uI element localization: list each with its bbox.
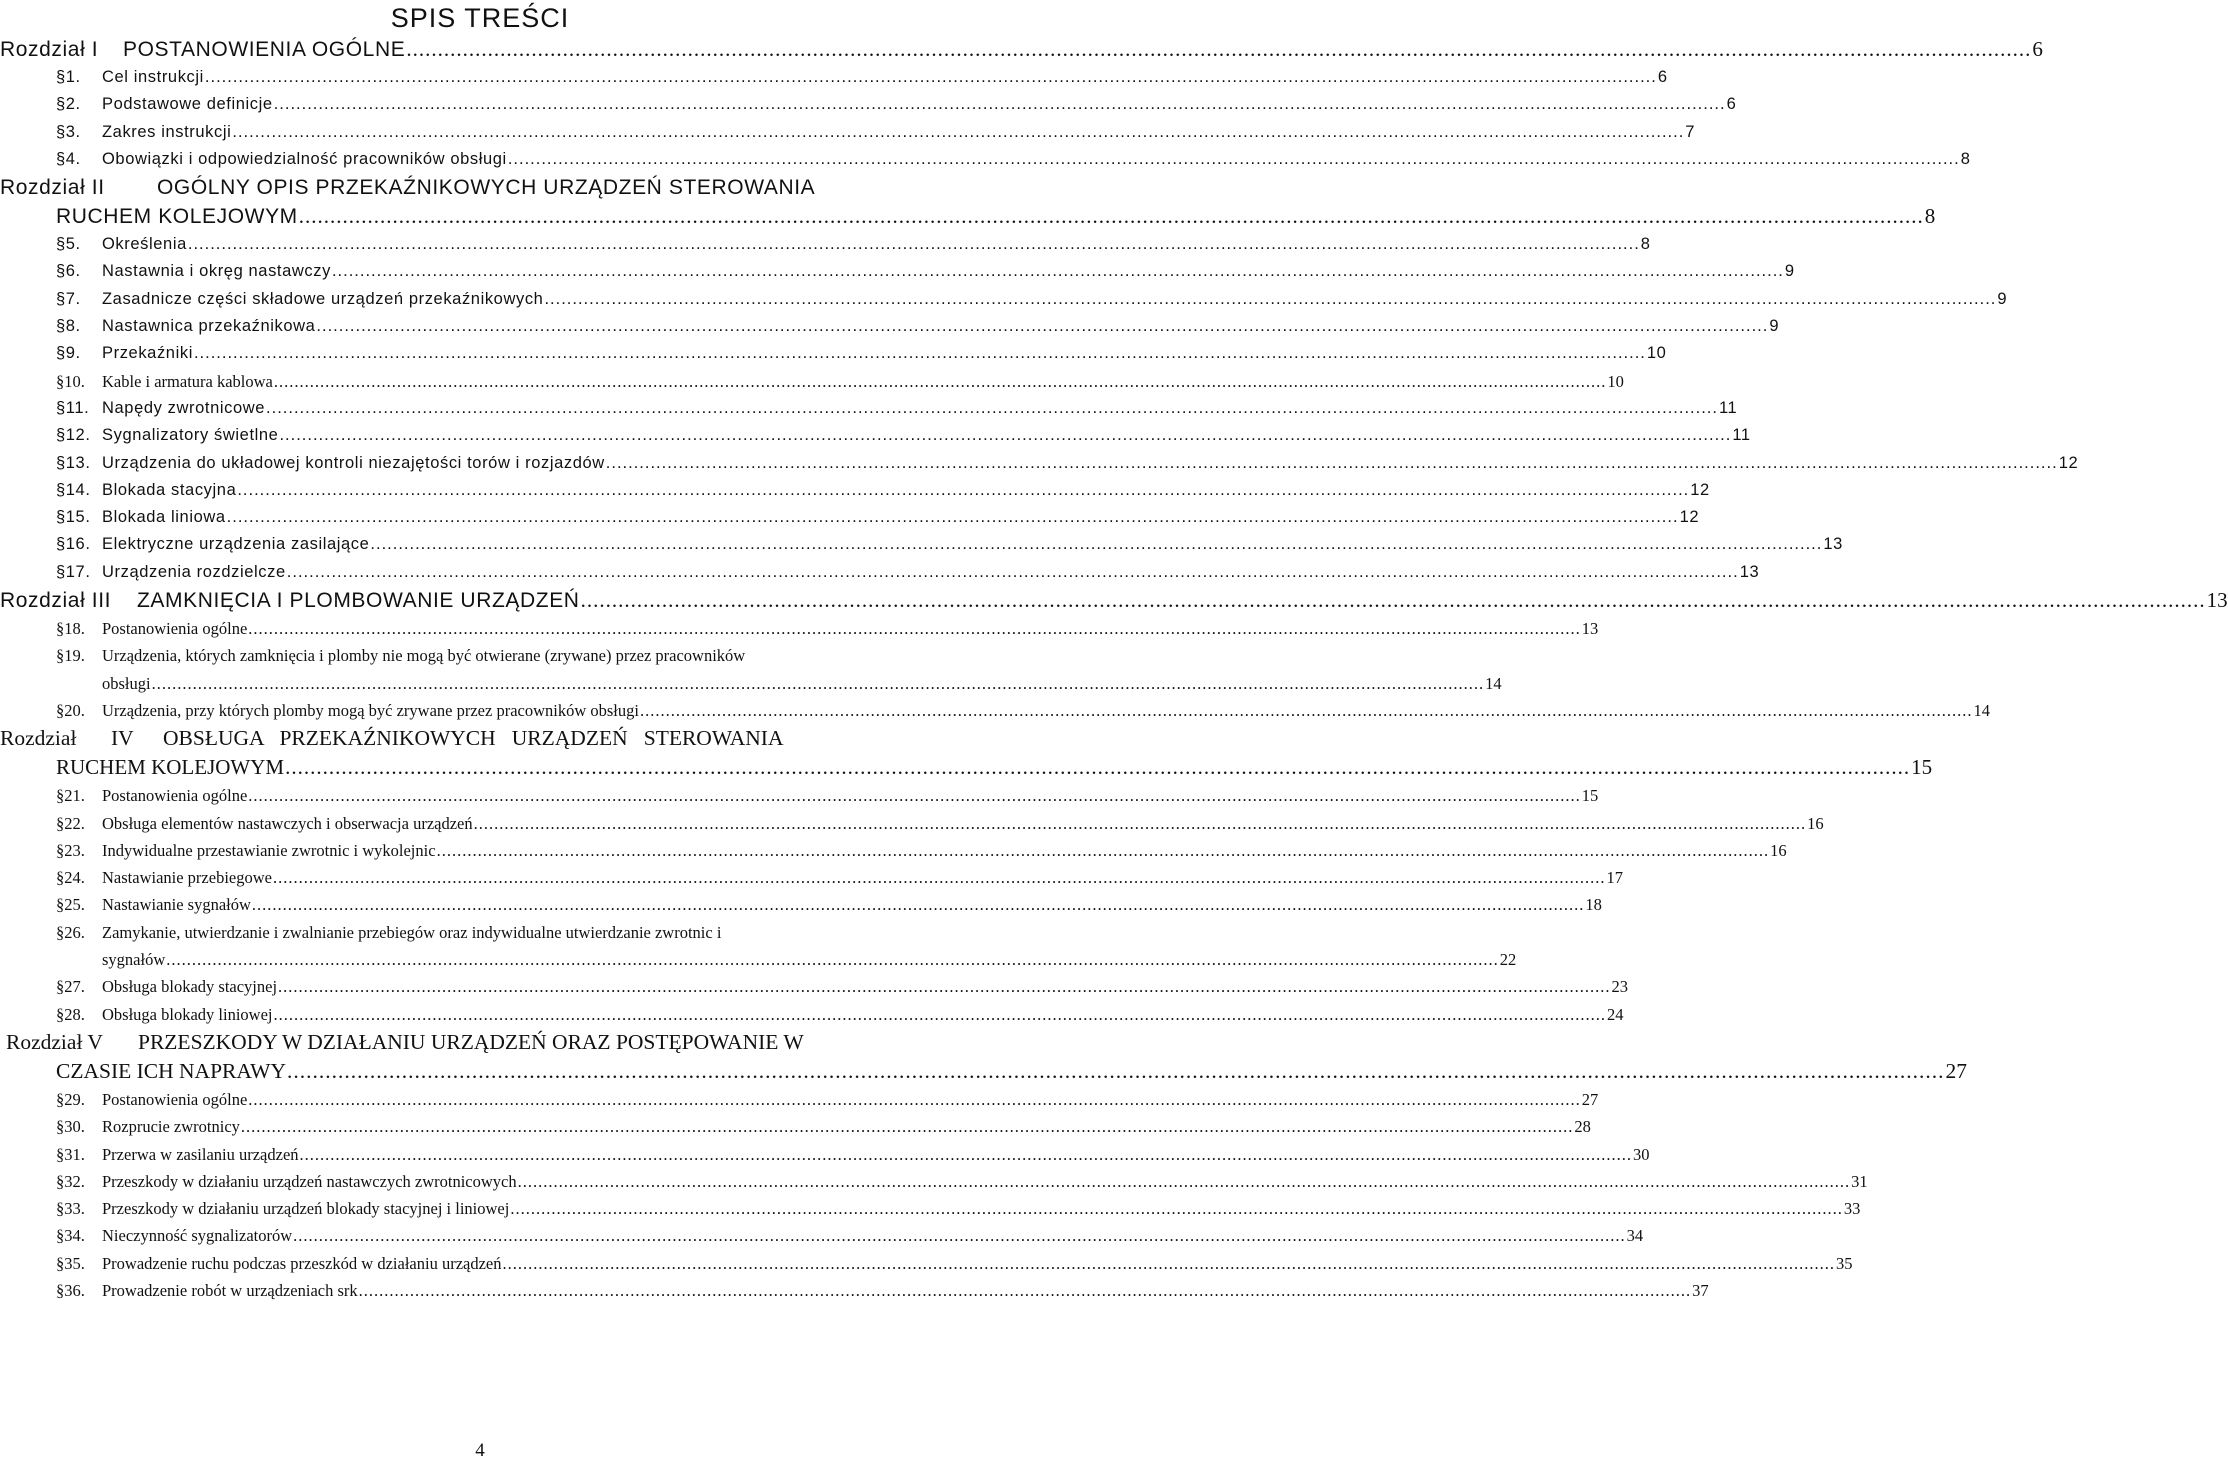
toc-section-13[interactable] (0, 450, 2079, 477)
dot-leader: .................................................................................................................................................................................................................................................................... (507, 149, 1960, 168)
page-number: 4 (475, 1440, 485, 1461)
section-title: Obsługa elementów nastawczych i obserwacja urządzeń (102, 813, 473, 833)
toc-section-10[interactable] (0, 368, 1624, 395)
dot-leader: .................................................................................................................................................................................................................................................................... (151, 673, 1485, 693)
section-number: §20. (56, 700, 85, 720)
dot-leader: .................................................................................................................................................................................................................................................................... (278, 977, 1611, 997)
chapter-title: POSTANOWIENIA OGÓLNE (123, 38, 406, 61)
section-number: §27. (56, 977, 85, 997)
page-ref: 13 (1739, 562, 1760, 581)
section-number: §34. (56, 1226, 85, 1246)
toc-section-31[interactable] (0, 1141, 1650, 1168)
page-ref: 33 (1843, 1199, 1861, 1219)
page-ref: 12 (1679, 508, 1700, 527)
dot-leader: .................................................................................................................................................................................................................................................................... (406, 37, 2032, 61)
dot-leader: .................................................................................................................................................................................................................................................................... (287, 1058, 1945, 1083)
section-number: §26. (56, 922, 85, 942)
section-title: Urządzenia rozdzielcze (102, 562, 286, 581)
page-ref: 16 (1770, 840, 1787, 860)
toc-section-21[interactable] (0, 782, 1599, 809)
section-title: Przerwa w zasilaniu urządzeń (102, 1144, 299, 1164)
chapter-head: Rozdział V (6, 1029, 103, 1054)
chapter-title: PRZESZKODY W DZIAŁANIU URZĄDZEŃ ORAZ POSTĘPOWANIE W (138, 1029, 804, 1054)
page-ref: 31 (1851, 1171, 1868, 1191)
page-ref: 18 (1585, 895, 1602, 915)
dot-leader: .................................................................................................................................................................................................................................................................... (240, 1117, 1574, 1137)
toc-section-11[interactable] (0, 395, 1738, 422)
toc-section-3[interactable] (0, 119, 1696, 146)
dot-leader: .................................................................................................................................................................................................................................................................... (502, 1253, 1835, 1273)
section-number: §1. (56, 68, 81, 86)
dot-leader: .................................................................................................................................................................................................................................................................... (358, 1280, 1692, 1300)
page-ref: 6 (2032, 37, 2043, 61)
page-ref: 24 (1606, 1004, 1624, 1024)
page-ref: 9 (1997, 289, 2008, 308)
toc-section-35[interactable] (0, 1250, 1853, 1277)
dot-leader: .................................................................................................................................................................................................................................................................... (273, 1004, 1606, 1024)
dot-leader: .................................................................................................................................................................................................................................................................... (639, 700, 1973, 720)
page-ref: 37 (1692, 1280, 1709, 1300)
toc-section-27[interactable] (0, 973, 1629, 1000)
chapter-head: Rozdział II (0, 176, 105, 200)
toc-chapter-5[interactable] (0, 1028, 1968, 1086)
dot-leader: .................................................................................................................................................................................................................................................................... (279, 426, 1732, 445)
section-title: Postanowienia ogólne (102, 619, 248, 639)
page-ref: 14 (1973, 700, 1990, 720)
section-title: Cel instrukcji (102, 68, 204, 86)
toc-section-32[interactable] (0, 1168, 1868, 1195)
page-ref: 15 (1581, 786, 1599, 806)
page-ref: 14 (1485, 673, 1502, 693)
toc-section-26[interactable] (0, 919, 1517, 974)
section-number: §25. (56, 895, 85, 915)
section-title-cont: sygnałów (102, 950, 166, 970)
section-number: §16. (56, 535, 91, 554)
section-title: Nastawnia i okręg nastawczy (102, 262, 331, 281)
section-title: Nieczynność sygnalizatorów (102, 1226, 293, 1246)
section-title: Nastawianie sygnałów (102, 895, 251, 915)
section-title: Blokada stacyjna (102, 480, 237, 499)
page-ref: 7 (1685, 122, 1696, 141)
section-number: §13. (56, 453, 91, 472)
dot-leader: .................................................................................................................................................................................................................................................................... (370, 535, 1823, 554)
dot-leader: .................................................................................................................................................................................................................................................................... (517, 1171, 1851, 1191)
section-number: §8. (56, 317, 81, 336)
section-title: Blokada liniowa (102, 508, 226, 527)
section-number: §5. (56, 235, 81, 254)
toc-section-16[interactable] (0, 531, 1843, 558)
section-title: Urządzenia, których zamknięcia i plomby nie mogą być otwierane (zrywane) przez pracowników (102, 646, 746, 666)
chapter-title-cont: RUCHEM KOLEJOWYM (56, 205, 298, 229)
toc-section-24[interactable] (0, 864, 1623, 891)
section-title: Obsługa blokady liniowej (102, 1004, 273, 1024)
page-ref: 13 (2206, 588, 2228, 613)
section-number: §9. (56, 344, 81, 363)
chapter-head: Rozdział (0, 726, 77, 751)
section-title: Indywidualne przestawianie zwrotnic i wykolejnic (102, 840, 436, 860)
section-title: Zamykanie, utwierdzanie i zwalnianie przebiegów oraz indywidualne utwierdzanie zwrotnic i (102, 922, 722, 942)
dot-leader: .................................................................................................................................................................................................................................................................... (187, 235, 1640, 254)
section-title: Elektryczne urządzenia zasilające (102, 535, 370, 554)
page-ref: 10 (1607, 371, 1624, 391)
section-title: Obsługa blokady stacyjnej (102, 977, 278, 997)
section-number: §12. (56, 426, 91, 445)
section-number: §15. (56, 508, 91, 527)
dot-leader: .................................................................................................................................................................................................................................................................... (331, 262, 1784, 281)
toc-section-8[interactable] (0, 313, 1780, 340)
dot-leader: .................................................................................................................................................................................................................................................................... (285, 755, 1911, 780)
page-ref: 9 (1769, 317, 1780, 336)
chapter-head: Rozdział III (0, 589, 112, 613)
section-title: Określenia (102, 235, 187, 254)
section-number: §18. (56, 619, 85, 639)
section-number: §17. (56, 562, 91, 581)
page-ref: 8 (1924, 204, 1936, 229)
section-number: §36. (56, 1280, 85, 1300)
toc-section-15[interactable] (0, 504, 1700, 531)
toc-chapter-2[interactable] (0, 173, 1936, 231)
toc-section-2[interactable] (0, 91, 1737, 118)
section-number: §35. (56, 1253, 85, 1273)
toc-section-6[interactable] (0, 258, 1795, 285)
dot-leader: .................................................................................................................................................................................................................................................................... (248, 1089, 1581, 1109)
toc-section-22[interactable] (0, 810, 1824, 837)
section-number: §29. (56, 1089, 85, 1109)
section-number: §30. (56, 1117, 85, 1137)
toc-section-29[interactable] (0, 1086, 1599, 1113)
section-title: Zasadnicze części składowe urządzeń przekaźnikowych (102, 289, 544, 308)
page-ref: 8 (1640, 235, 1651, 254)
section-title-cont: obsługi (102, 673, 151, 693)
toc-section-25[interactable] (0, 891, 1602, 918)
page-ref: 6 (1726, 95, 1737, 114)
toc-section-20[interactable] (0, 697, 1990, 724)
page-ref: 8 (1960, 149, 1971, 168)
page-ref: 11 (1718, 398, 1738, 417)
chapter-head-numeral: IV (111, 726, 134, 751)
toc-section-9[interactable] (0, 340, 1667, 367)
toc-section-18[interactable] (0, 615, 1599, 642)
dot-leader: .................................................................................................................................................................................................................................................................... (298, 204, 1924, 229)
dot-leader: .................................................................................................................................................................................................................................................................... (286, 562, 1739, 581)
section-number: §10. (56, 371, 85, 391)
dot-leader: .................................................................................................................................................................................................................................................................... (544, 289, 1997, 308)
page-ref: 34 (1626, 1226, 1644, 1246)
toc-section-36[interactable] (0, 1277, 1709, 1304)
section-number: §22. (56, 813, 85, 833)
dot-leader: .................................................................................................................................................................................................................................................................... (273, 371, 1607, 391)
section-number: §23. (56, 840, 85, 860)
toc-chapter-3[interactable] (0, 586, 2228, 615)
section-number: §21. (56, 786, 85, 806)
section-title: Postanowienia ogólne (102, 1089, 248, 1109)
page-ref: 30 (1633, 1144, 1650, 1164)
section-title: Rozprucie zwrotnicy (102, 1117, 240, 1137)
chapter-head: Rozdział I (0, 38, 99, 61)
dot-leader: .................................................................................................................................................................................................................................................................... (248, 786, 1581, 806)
chapter-title: OGÓLNY OPIS PRZEKAŹNIKOWYCH URZĄDZEŃ STEROWANIA (157, 176, 816, 200)
section-title: Przekaźniki (102, 344, 193, 363)
page-ref: 28 (1574, 1117, 1591, 1137)
section-title: Urządzenia, przy których plomby mogą być zrywane przez pracowników obsługi (102, 700, 639, 720)
toc-section-12[interactable] (0, 422, 1751, 449)
page-ref: 17 (1606, 868, 1623, 888)
page-ref: 13 (1823, 535, 1843, 554)
toc-section-5[interactable] (0, 231, 1651, 258)
dot-leader: .................................................................................................................................................................................................................................................................... (166, 950, 1499, 970)
table-of-contents (0, 35, 2228, 1304)
section-number: §3. (56, 122, 81, 141)
dot-leader: .................................................................................................................................................................................................................................................................... (251, 895, 1585, 915)
page-ref: 12 (2058, 453, 2079, 472)
chapter-title-cont: RUCHEM KOLEJOWYM (56, 755, 285, 780)
dot-leader: .................................................................................................................................................................................................................................................................... (272, 868, 1606, 888)
page-ref: 22 (1499, 950, 1517, 970)
section-number: §24. (56, 868, 85, 888)
chapter-title: OBSŁUGA PRZEKAŹNIKOWYCH URZĄDZEŃ STEROWANIA (163, 726, 784, 751)
page-ref: 16 (1807, 813, 1824, 833)
dot-leader: .................................................................................................................................................................................................................................................................... (436, 840, 1770, 860)
toc-section-14[interactable] (0, 477, 1710, 504)
page-ref: 35 (1836, 1253, 1853, 1273)
toc-section-34[interactable] (0, 1222, 1644, 1249)
page-ref: 12 (1690, 480, 1710, 499)
section-number: §2. (56, 95, 81, 114)
toc-section-33[interactable] (0, 1195, 1861, 1222)
toc-chapter-1[interactable] (0, 35, 2043, 64)
dot-leader: .................................................................................................................................................................................................................................................................... (605, 453, 2058, 472)
section-title: Sygnalizatory świetlne (102, 426, 279, 445)
section-title: Postanowienia ogólne (102, 786, 248, 806)
dot-leader: .................................................................................................................................................................................................................................................................... (580, 588, 2206, 613)
dot-leader: .................................................................................................................................................................................................................................................................... (293, 1226, 1626, 1246)
dot-leader: .................................................................................................................................................................................................................................................................... (193, 344, 1646, 363)
section-title: Podstawowe definicje (102, 95, 273, 114)
toc-chapter-4[interactable] (0, 724, 1933, 782)
dot-leader: .................................................................................................................................................................................................................................................................... (510, 1199, 1843, 1219)
section-title: Nastawnica przekaźnikowa (102, 317, 316, 336)
page-ref: 27 (1581, 1089, 1599, 1109)
section-title: Obowiązki i odpowiedzialność pracowników obsługi (102, 149, 507, 168)
page-ref: 23 (1611, 977, 1629, 997)
dot-leader: .................................................................................................................................................................................................................................................................... (232, 122, 1685, 141)
section-number: §6. (56, 262, 81, 281)
section-title: Napędy zwrotnicowe (102, 398, 266, 417)
section-number: §32. (56, 1171, 85, 1191)
toc-section-7[interactable] (0, 286, 2008, 313)
section-number: §4. (56, 149, 81, 168)
page-ref: 27 (1945, 1058, 1968, 1083)
dot-leader: .................................................................................................................................................................................................................................................................... (273, 95, 1726, 114)
section-title: Urządzenia do układowej kontroli niezajętości torów i rozjazdów (102, 453, 605, 472)
toc-section-30[interactable] (0, 1113, 1591, 1140)
dot-leader: .................................................................................................................................................................................................................................................................... (299, 1144, 1633, 1164)
page-ref: 6 (1657, 68, 1668, 86)
page-ref: 9 (1784, 262, 1795, 281)
dot-leader: .................................................................................................................................................................................................................................................................... (226, 508, 1679, 527)
section-number: §14. (56, 480, 91, 499)
section-number: §11. (56, 398, 90, 417)
chapter-title-cont: CZASIE ICH NAPRAWY (56, 1058, 287, 1083)
toc-section-17[interactable] (0, 559, 1760, 586)
section-title: Zakres instrukcji (102, 122, 232, 141)
page-ref: 13 (1581, 619, 1599, 639)
section-title: Przeszkody w działaniu urządzeń blokady stacyjnej i liniowej (102, 1199, 510, 1219)
section-title: Nastawianie przebiegowe (102, 868, 272, 888)
section-number: §28. (56, 1004, 85, 1024)
page-ref: 15 (1911, 755, 1933, 780)
page-ref: 11 (1732, 426, 1751, 445)
section-title: Prowadzenie robót w urządzeniach srk (102, 1280, 358, 1300)
section-title: Kable i armatura kablowa (102, 371, 273, 391)
dot-leader: .................................................................................................................................................................................................................................................................... (266, 398, 1718, 417)
section-number: §33. (56, 1199, 85, 1219)
section-number: §31. (56, 1144, 85, 1164)
dot-leader: .................................................................................................................................................................................................................................................................... (204, 68, 1657, 86)
section-title: Przeszkody w działaniu urządzeń nastawczych zwrotnicowych (102, 1171, 517, 1191)
chapter-title: ZAMKNIĘCIA I PLOMBOWANIE URZĄDZEŃ (137, 589, 580, 613)
dot-leader: .................................................................................................................................................................................................................................................................... (237, 480, 1690, 499)
toc-section-4[interactable] (0, 146, 1971, 173)
section-title: Prowadzenie ruchu podczas przeszkód w działaniu urządzeń (102, 1253, 502, 1273)
dot-leader: .................................................................................................................................................................................................................................................................... (473, 813, 1807, 833)
page-title: SPIS TREŚCI (390, 3, 570, 33)
toc-section-1[interactable] (0, 64, 1668, 91)
toc-section-23[interactable] (0, 837, 1787, 864)
toc-section-19[interactable] (0, 642, 1502, 697)
page-ref: 10 (1646, 344, 1667, 363)
dot-leader: .................................................................................................................................................................................................................................................................... (316, 317, 1769, 336)
toc-section-28[interactable] (0, 1001, 1624, 1028)
section-number: §7. (56, 289, 81, 308)
dot-leader: .................................................................................................................................................................................................................................................................... (248, 619, 1581, 639)
section-number: §19. (56, 646, 85, 666)
